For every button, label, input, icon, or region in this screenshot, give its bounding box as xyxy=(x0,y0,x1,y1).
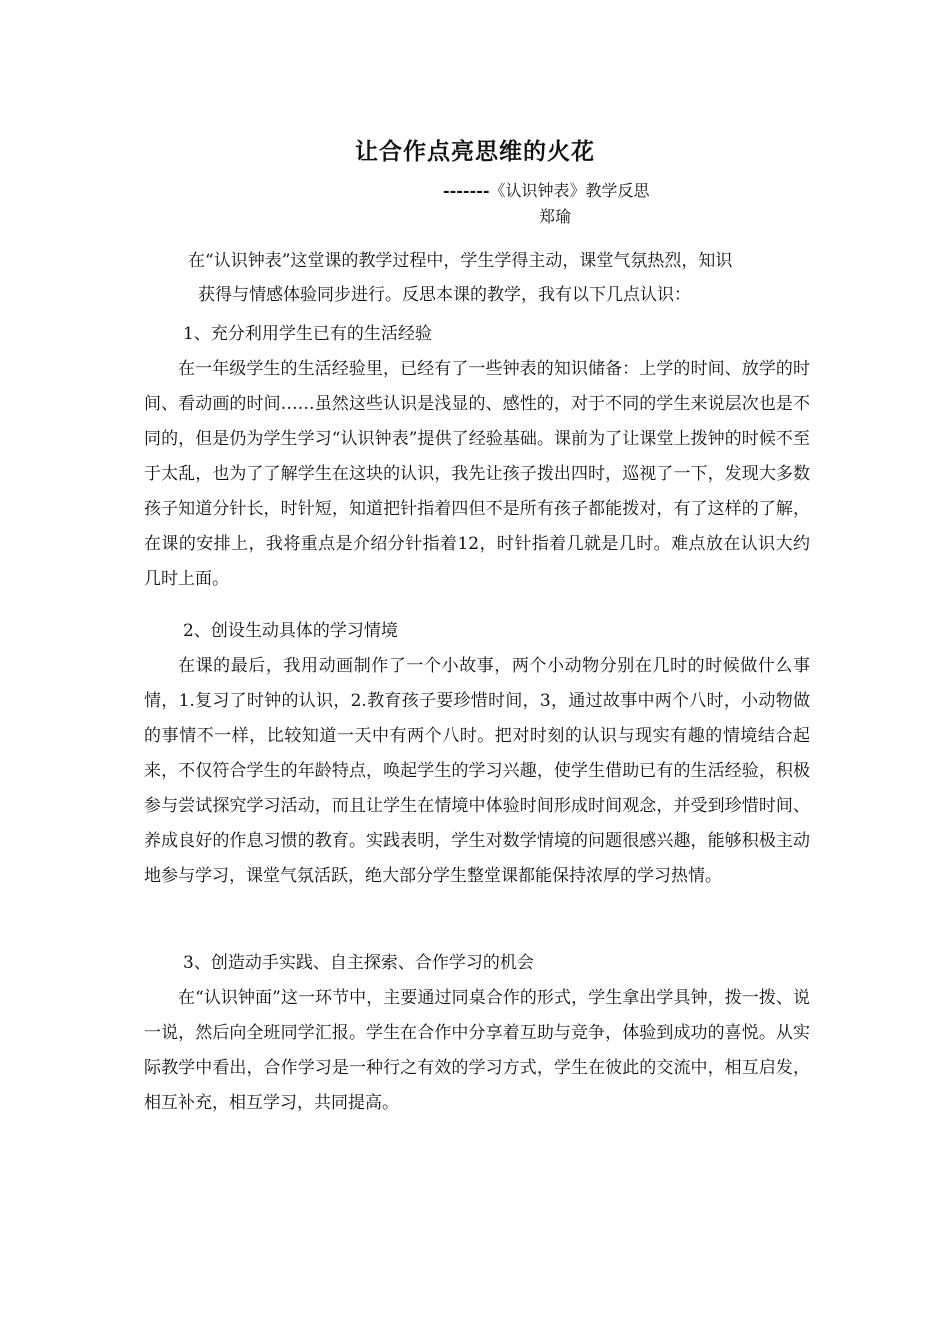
section-1-heading: 1、充分利用学生已有的生活经验 xyxy=(183,324,432,344)
author-name: 郑瑜 xyxy=(539,207,572,226)
subtitle-dashes: ------- xyxy=(443,181,490,200)
document-subtitle xyxy=(443,178,650,201)
section-1-body: 在一年级学生的生活经验里，已经有了一些钟表的知识储备：上学的时间、放学的时间、看动画的时间……虽然这些认识是浅显的、感性的，对于不同的学生来说层次也是不同的，但是仍为学生学习“认识钟表”提供了经验基础。课前为了让课堂上拨钟的时候不至于太乱，也为了了解学生在这块的认识，我先让孩子拨出四时，巡视了一下，发现大多数孩子知道分针长，时针短，知道把针指着四但不是所有孩子都能拨对，有了这样的了解，在课的安排上，我将重点是介绍分针指着12，时针指着几就是几时。难点放在认识大约几时上面。 xyxy=(144,359,810,589)
subtitle-text: 《认识钟表》教学反思 xyxy=(489,181,650,200)
section-2-heading: 2、创设生动具体的学习情境 xyxy=(183,621,398,641)
intro-line-1: 在“认识钟表”这堂课的教学过程中，学生学得主动，课堂气氛热烈，知识 xyxy=(188,251,733,271)
section-2-body: 在课的最后，我用动画制作了一个小故事，两个小动物分别在几时的时候做什么事情，1.复习了时钟的认识，2.教育孩子要珍惜时间，3，通过故事中两个八时，小动物做的事情不一样，比较知道一天中有两个八时。把对时刻的认识与现实有趣的情境结合起来，不仅符合学生的年龄特点，唤起学生的学习兴趣，使学生借助已有的生活经验，积极参与尝试探究学习活动，而且让学生在情境中体验时间形成时间观念，并受到珍惜时间、养成良好的作息习惯的教育。实践表明，学生对数学情境的问题很感兴趣，能够积极主动地参与学习，课堂气氛活跃，绝大部分学生整堂课都能保持浓厚的学习热情。 xyxy=(144,656,810,886)
section-3-body: 在“认识钟面”这一环节中，主要通过同桌合作的形式，学生拿出学具钟，拨一拨、说一说，然后向全班同学汇报。学生在合作中分享着互助与竞争，体验到成功的喜悦。从实际教学中看出，合作学习是一种行之有效的学习方式，学生在彼此的交流中，相互启发，相互补充，相互学习，共同提高。 xyxy=(144,988,810,1113)
section-3-heading: 3、创造动手实践、自主探索、合作学习的机会 xyxy=(183,953,534,973)
intro-paragraph xyxy=(188,244,808,312)
document-title: 让合作点亮思维的火花 xyxy=(355,138,595,165)
intro-line-2: 获得与情感体验同步进行。反思本课的教学，我有以下几点认识： xyxy=(198,285,691,305)
